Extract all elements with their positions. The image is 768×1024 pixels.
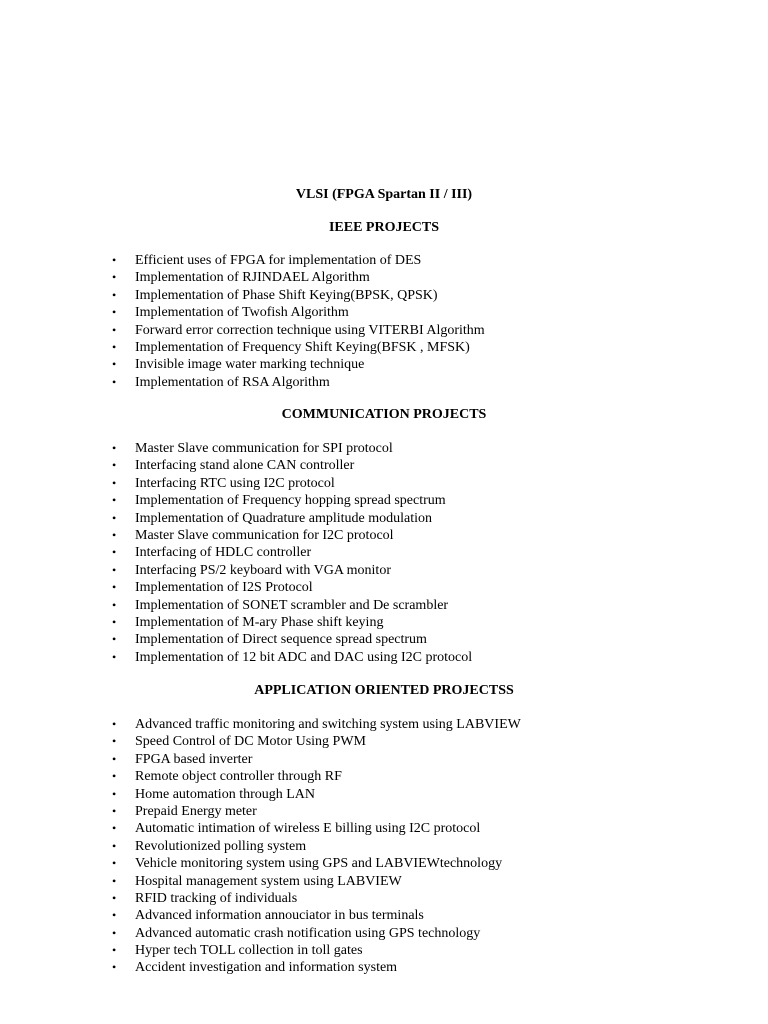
- list-item: • Implementation of Direct sequence spread spectrum: [112, 632, 427, 648]
- bullet-icon: •: [112, 803, 117, 818]
- list-item: • Advanced traffic monitoring and switching system using LABVIEW: [112, 717, 521, 732]
- bullet-icon: •: [112, 786, 117, 801]
- list-item: • Implementation of RSA Algorithm: [112, 374, 330, 390]
- section-heading-application: APPLICATION ORIENTED PROJECTSS: [254, 683, 514, 698]
- list-item: • Interfacing of HDLC controller: [112, 545, 312, 561]
- bullet-icon: •: [112, 253, 117, 267]
- section-heading-ieee: IEEE PROJECTS: [328, 220, 440, 235]
- list-item: • Speed Control of DC Motor Using PWM: [112, 734, 366, 750]
- document-title: VLSI (FPGA Spartan II / III): [295, 187, 473, 202]
- bullet-icon: •: [112, 322, 117, 337]
- list-item: • Advanced automatic crash notification using GPS technology: [112, 925, 481, 941]
- bullet-icon: •: [112, 614, 117, 629]
- bullet-icon: •: [112, 545, 117, 560]
- bullet-icon: •: [112, 960, 117, 975]
- bullet-icon: •: [112, 873, 117, 888]
- bullet-icon: •: [112, 580, 117, 595]
- bullet-icon: •: [112, 838, 117, 853]
- list-item: • Home automation through LAN: [112, 786, 316, 802]
- list-item: • Implementation of Phase Shift Keying(BPSK, QPSK): [112, 287, 438, 303]
- list-item: • Implementation of Twofish Algorithm: [112, 305, 349, 321]
- bullet-icon: •: [112, 287, 117, 302]
- bullet-icon: •: [112, 357, 117, 372]
- list-item: • Master Slave communication for SPI protocol: [112, 441, 393, 456]
- list-item: • FPGA based inverter: [112, 751, 253, 767]
- list-item: • Efficient uses of FPGA for implementation of DES: [112, 253, 422, 268]
- bullet-icon: •: [112, 734, 117, 749]
- bullet-icon: •: [112, 890, 117, 905]
- list-item: • Interfacing PS/2 keyboard with VGA monitor: [112, 562, 391, 578]
- bullet-icon: •: [112, 562, 117, 577]
- list-item: • Master Slave communication for I2C protocol: [112, 527, 394, 543]
- bullet-icon: •: [112, 270, 117, 285]
- bullet-icon: •: [112, 339, 117, 354]
- bullet-icon: •: [112, 441, 117, 455]
- list-item: • Implementation of Quadrature amplitude modulation: [112, 510, 433, 526]
- list-item: • Prepaid Energy meter: [112, 803, 257, 819]
- list-item: • Vehicle monitoring system using GPS and LABVIEWtechnology: [112, 856, 503, 872]
- list-item: • Remote object controller through RF: [112, 769, 342, 785]
- list-item: • Implementation of 12 bit ADC and DAC using I2C protocol: [112, 649, 473, 665]
- bullet-icon: •: [112, 649, 117, 664]
- list-item: • Implementation of Frequency hopping spread spectrum: [112, 493, 446, 509]
- ieee-project-list: [0, 252, 485, 391]
- list-item: • Implementation of RJINDAEL Algorithm: [112, 270, 370, 286]
- list-item: • Revolutionized polling system: [112, 838, 307, 854]
- bullet-icon: •: [112, 751, 117, 766]
- list-item: • Hyper tech TOLL collection in toll gates: [112, 943, 363, 959]
- list-item: • RFID tracking of individuals: [112, 890, 298, 906]
- bullet-icon: •: [112, 856, 117, 871]
- bullet-icon: •: [112, 908, 117, 923]
- list-item: • Implementation of M-ary Phase shift keying: [112, 614, 384, 630]
- bullet-icon: •: [112, 821, 117, 836]
- list-item: • Implementation of Frequency Shift Keying(BFSK , MFSK): [112, 339, 470, 355]
- bullet-icon: •: [112, 493, 117, 508]
- list-item: • Forward error correction technique using VITERBI Algorithm: [112, 322, 485, 338]
- bullet-icon: •: [112, 305, 117, 320]
- list-item: • Accident investigation and information system: [112, 960, 398, 976]
- section-heading-communication: COMMUNICATION PROJECTS: [281, 407, 487, 422]
- bullet-icon: •: [112, 632, 117, 647]
- bullet-icon: •: [112, 717, 117, 731]
- bullet-icon: •: [112, 510, 117, 525]
- communication-project-list: [0, 440, 472, 666]
- list-item: • Interfacing stand alone CAN controller: [112, 458, 355, 474]
- bullet-icon: •: [112, 943, 117, 958]
- bullet-icon: •: [112, 527, 117, 542]
- list-item: • Implementation of I2S Protocol: [112, 580, 313, 596]
- bullet-icon: •: [112, 475, 117, 490]
- bullet-icon: •: [112, 374, 117, 389]
- list-item: • Advanced information annouciator in bus terminals: [112, 908, 424, 924]
- list-item: • Hospital management system using LABVIEW: [112, 873, 402, 889]
- list-item: • Interfacing RTC using I2C protocol: [112, 475, 335, 491]
- list-item: • Automatic intimation of wireless E billing using I2C protocol: [112, 821, 481, 837]
- bullet-icon: •: [112, 597, 117, 612]
- list-item: • Invisible image water marking technique: [112, 357, 365, 373]
- application-project-list: [0, 716, 521, 977]
- list-item: • Implementation of SONET scrambler and De scrambler: [112, 597, 449, 613]
- bullet-icon: •: [112, 925, 117, 940]
- bullet-icon: •: [112, 769, 117, 784]
- bullet-icon: •: [112, 458, 117, 473]
